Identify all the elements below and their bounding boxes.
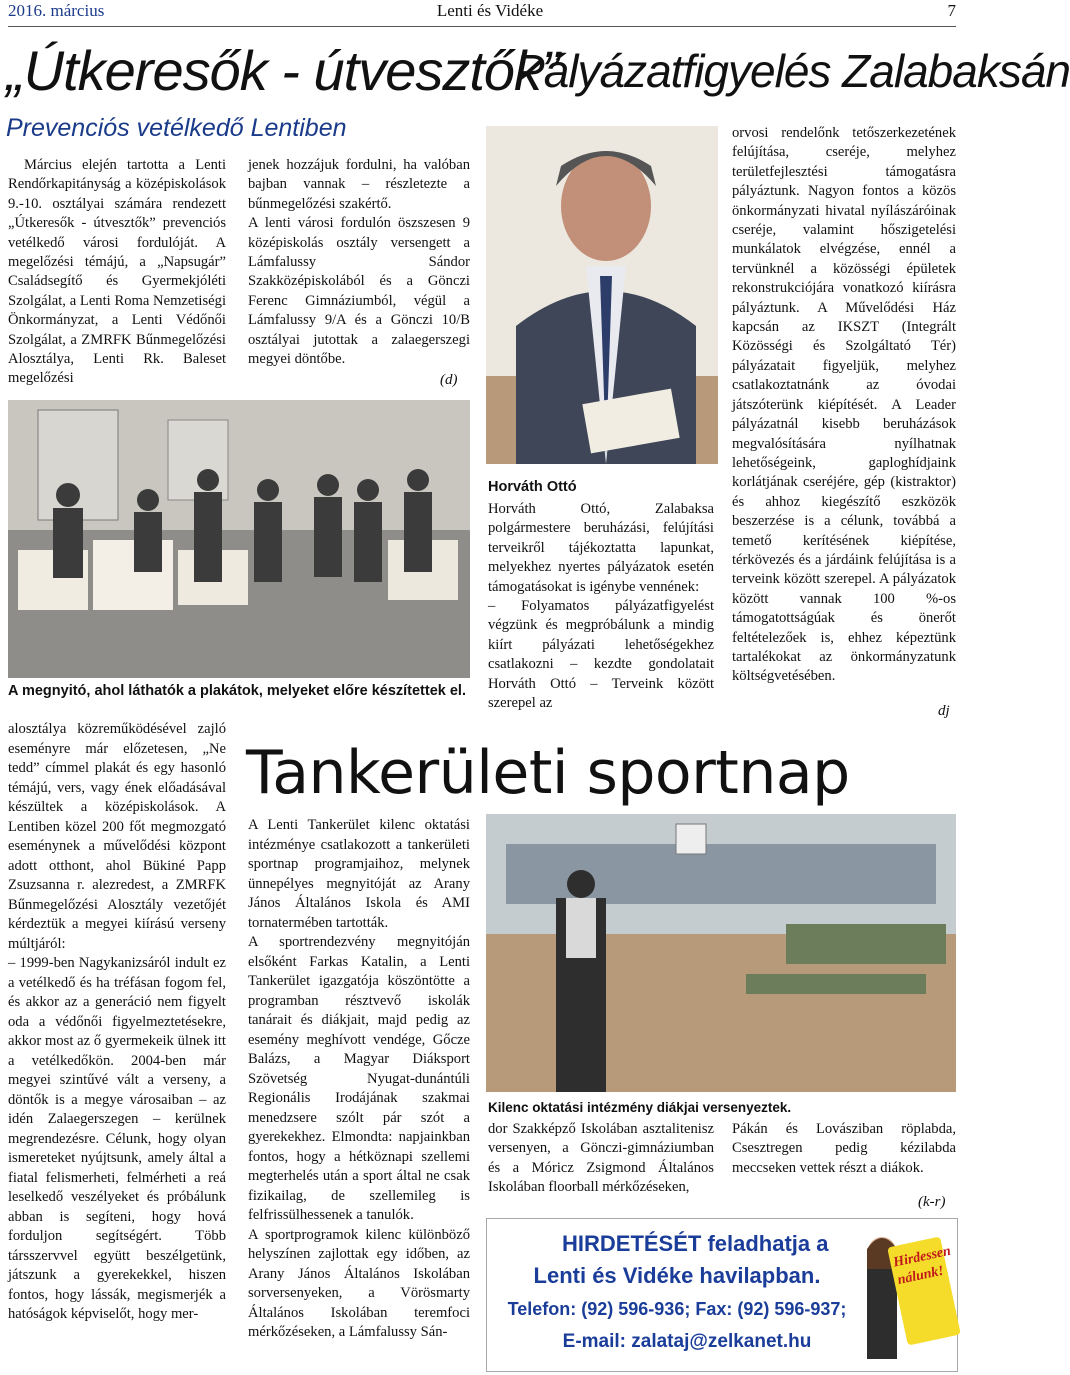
article1-column2-text: jenek hozzájuk fordulni, ha valóban bajban vannak – részletezte a bűnmegelőzési szakértő. A lenti városi fordulón öszszesen 9 középiskolás osztály versengett a Lámfalussy Sándor Szakközépiskolából és a Gönczi Ferenc Gimnáziumból, végül a Lámfalussy 9/A és a Gönczi 10/B osztályai jutottak a zalaegerszegi megyei döntőbe.	[248, 157, 470, 368]
article1-column1-continued-text: alosztálya közreműködésével zajló eseményre már előzetesen, „Ne tedd” címmel plakát és egy hasonló témájú, vers, vagy ének előadásával készültek a középiskolások. A Lentiben közel 200 főt megmozgató eseménynek a művelődési központ adott otthont, ahol Bükiné Papp Zsuzsanna r. alezredest, a ZMRFK Bűnmegelőzési Alosztály vezetőjét kérdeztük a megyei kiírású verseny múltjáról: – 1999-ben Nagykanizsáról indult ez a vetélkedő és ha tréfásan fogom fel, és akkor az a generáció nem figyelt oda a védőnői figyelmeztetésekre, akkor most az ő gyermekeik ülnek itt a vetélkedőkön. 2004-ben már megyei szintűvé vált a verseny, a döntők is a megye városaiban – az idén Zalaegerszegen – kerülnek megrendezésre. Célunk, hogy olyan ismereteket nyújtsunk, amely által a fiatal felismerheti, felmérheti a reá leselkedő veszélyeket és próbálunk abban is segíteni, hogy hová forduljon segítségért. Több társszervvel együtt beszélgetünk, játszunk a gyerekekkel, hiszen fontos, hogy lássák, megismerjék a hatóságok képviselőt, hogy mer-	[8, 721, 226, 1322]
article-title-palyazatfigyeles: Pályázatfigyelés Zalabaksán	[514, 45, 1070, 97]
ad-line-1: HIRDETÉSÉT feladhatja a	[562, 1231, 829, 1256]
article1-column1-text: Március elején tartotta a Lenti Rendőrkapitányság a középiskolások 9.-10. osztályai számára rendezett „Útkeresők - útvesztők” prevenciós vetélkedő városi fordulóját. A megelőzési témájú, a „Napsugár” Családsegítő és Gyermekjóléti Szolgálat, a Lenti Roma Nemzetiségi Önkormányzat, a Lenti Védőnői Szolgálat, a ZMRFK Bűnmegelőzési Alosztálya, Lenti Rk. Baleset megelőzési	[8, 157, 226, 387]
article1-signature: (d)	[440, 372, 458, 388]
article3-column3-text: Pákán és Lovásziban röplabda, Csesztregen pedig kézilabda meccseken vettek részt a diákok.	[732, 1121, 956, 1176]
article3-column1-text: A Lenti Tankerület kilenc oktatási intézménye csatlakozott a tankerületi sportnap programjaihoz, melynek ünnepélyes megnyitóját az Arany János Általános Iskola és AMI tornatermében tartották. A sportrendezvény megnyitóján elsőként Farkas Katalin, a Lenti Tankerület igazgatója köszöntötte a programban résztvevő iskolák tanárait és diákjait, majd pedig az esemény meghívott vendége, Gőcze Balázs, a Magyar Diáksport Szövetség Nyugat-dunántúli Regionális Irodájának szakmai menedzsere szólt pár szót a gyerekekhez. Elmondta: napjainkban fontos, hogy a hétköznapi szellemi megterhelés után a sport által ne csak fizikailag, de szellemileg is felfrissülhessenek a tanulók. A sportprogramok kilenc különböző helyszínen zajlottak egy időben, az Arany János Általános Iskolában sorversenyeken, a Vörösmarty Általános Iskolában teremfoci mérkőzéseken, a Lámfalussy Sán-	[248, 817, 470, 1340]
article-title-utkeresok: „Útkeresők - útvesztők”	[6, 39, 559, 102]
article3-column2-text: dor Szakképző Iskolában asztalitenisz versenyen, a Gönczi-gimnáziumban és a Móricz Zsigmond Általános Iskolában floorball mérkőzéseken,	[488, 1121, 714, 1196]
photo-caption-opening: A megnyitó, ahol láthatók a plakátok, melyeket előre készítettek el.	[8, 683, 466, 699]
header-date: 2016. március	[8, 1, 105, 20]
article-title-sportnap: Tankerületi sportnap	[246, 738, 850, 808]
ad-line-2: Lenti és Vidéke havilapban.	[533, 1263, 821, 1288]
photo-caption-horvath: Horváth Ottó	[488, 479, 577, 495]
advertisement-box	[486, 1218, 958, 1372]
ad-line-3: Telefon: (92) 596-936; Fax: (92) 596-937;	[507, 1299, 847, 1319]
photo-sports-hall	[486, 814, 956, 1092]
header-paper-name: Lenti és Vidéke	[436, 1, 544, 20]
header-page-number: 7	[947, 1, 956, 20]
photo-horvath-otto	[486, 126, 718, 464]
photo-caption-sports: Kilenc oktatási intézmény diákjai versenyeztek.	[488, 1100, 792, 1115]
photo-opening-ceremony	[8, 400, 470, 678]
ad-line-4: E-mail: zalataj@zelkanet.hu	[562, 1331, 812, 1352]
article2-signature: dj	[938, 703, 950, 719]
article2-column1-text: Horváth Ottó, Zalabaksa polgármestere beruházási, felújítási terveikről tájékoztatta lapunkat, melyekhez nyertes pályázatok esetén támogatásokat is igénybe vennének: – Folyamatos pályázatfigyelést végzünk és megpróbálunk a mindig kiírt pályázati lehetőségekhez csatlakozni – kezdte gondolatait Horváth Ottó – Terveink között szerepel az	[488, 501, 714, 712]
article2-column2-text: orvosi rendelőnk tetőszerkezetének felújítása, cseréje, melyhez területfejlesztési támogatásra pályáztunk. Nagyon fontos a közös önkormányzati hivatal nyílászáróinak cseréje, valamint hőszigetelési munkálatok elvégzése, ennél a tervünknél a közösségi épületek rekonstrukciójára vonatkozó kiírásra pályáztunk. A Művelődési Ház kapcsán az IKSZT (Integrált Közösségi és Szolgáltató Tér) pályázatait figyeljük, melyhez csatlakoztatnánk az óvodai játszóterünk kiépítését. A Leader pályázatnál kisebb beruházások megvalósítására nyílhatnak lehetőségeink, gaploghídjaink korlátjának cseréjére, gép (kistraktor) és ahhoz kiegészítő eszközök beszerzése is a célunk, továbbá a temető kerítésének kiépítése, térkövezés és a járdáink felújítása is a terveink között szerepel. A pályázatok között vannak 100 %-os támogatottságúak és önerőt feltételezőek is, ehhez képeztünk tartalékokat az önkormányzatunk költségvetésében.	[732, 125, 956, 685]
header-divider	[8, 26, 956, 27]
article-subtitle: Prevenciós vetélkedő Lentiben	[6, 114, 347, 142]
article3-signature: (k-r)	[918, 1194, 946, 1210]
ad-badge-text: Hirdessen nálunk!	[892, 1243, 953, 1289]
